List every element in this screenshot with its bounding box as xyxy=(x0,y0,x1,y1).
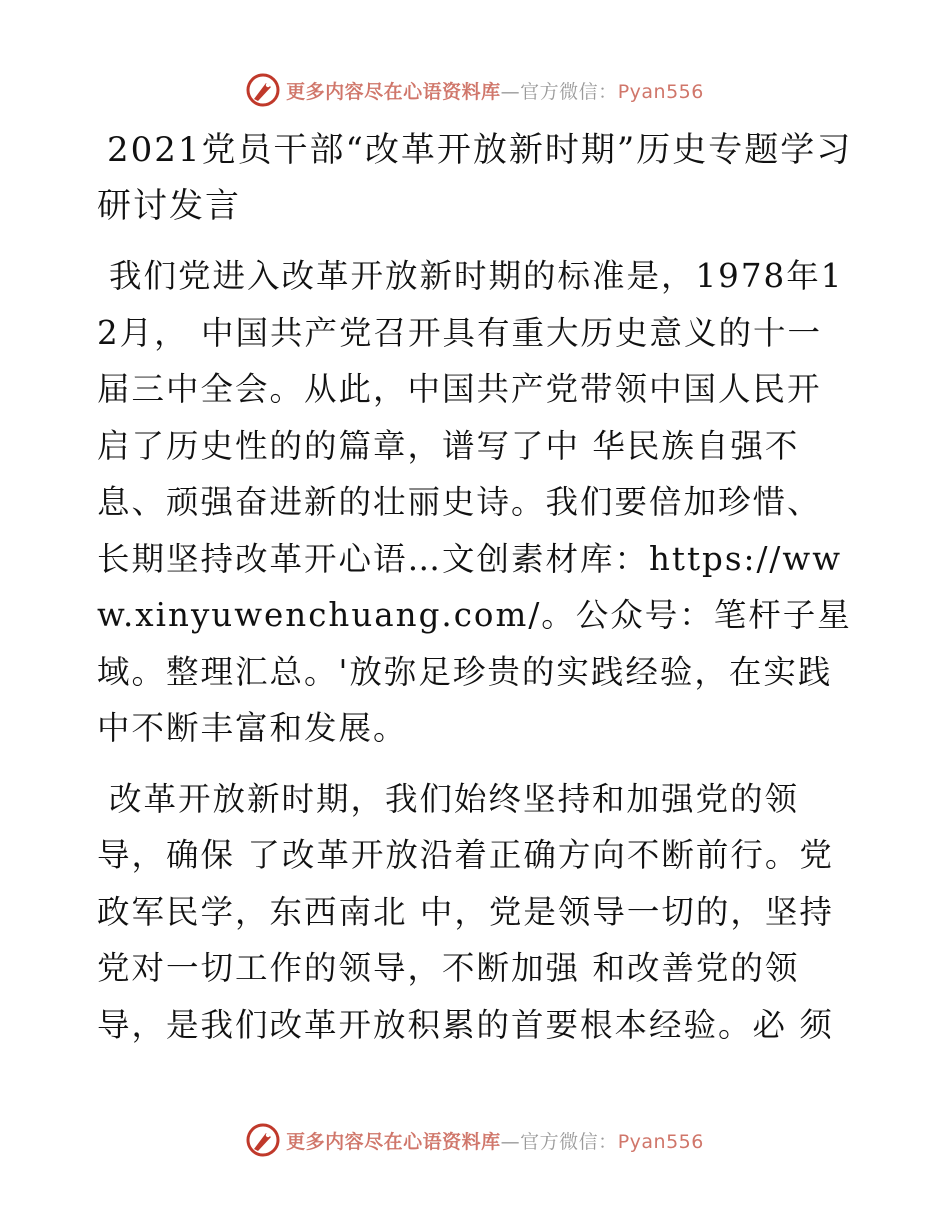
paragraph-2: 改革开放新时期，我们始终坚持和加强党的领导，确保 了改革开放沿着正确方向不断前行。党政军民学，东西南北 中，党是领导一切的，坚持党对一切工作的领导，不断加强 和改善党的领导，是我们改革开放积累的首要根本经验。必 须 xyxy=(97,779,834,1044)
paragraph-1: 我们党进入改革开放新时期的标准是，1978年12月， 中国共产党召开具有重大历史意义的十一届三中全会。从此，中国共产党带领中国人民开启了历史性的的篇章，谱写了中 华民族自强不息、顽强奋进新的壮丽史诗。我们要倍加珍惜、 长期坚持改革开心语…文创素材库：https://www.xinyuwenchuang.com/。公众号：笔杆子星域。整理汇总。'放弥足珍贵的实践经验，在实践中不断丰富和发展。 xyxy=(97,257,852,747)
watermark-wechat-id: Pyan556 xyxy=(617,1130,704,1153)
pen-nib-logo-icon xyxy=(246,73,280,107)
watermark-label: 官方微信： xyxy=(520,1130,618,1153)
watermark-text xyxy=(286,77,704,104)
watermark-footer xyxy=(0,1118,950,1162)
watermark-separator: — xyxy=(500,80,521,103)
document-title: 2021党员干部“改革开放新时期”历史专题学习研讨发言 xyxy=(97,130,853,226)
watermark-text xyxy=(286,1127,704,1154)
watermark-label: 官方微信： xyxy=(520,80,618,103)
document-body xyxy=(97,122,853,1067)
watermark-main-text: 更多内容尽在心语资料库 xyxy=(286,80,501,103)
watermark-main-text: 更多内容尽在心语资料库 xyxy=(286,1130,501,1153)
watermark-separator: — xyxy=(500,1130,521,1153)
pen-nib-logo-icon xyxy=(246,1123,280,1157)
watermark-header xyxy=(0,68,950,112)
watermark-wechat-id: Pyan556 xyxy=(617,80,704,103)
